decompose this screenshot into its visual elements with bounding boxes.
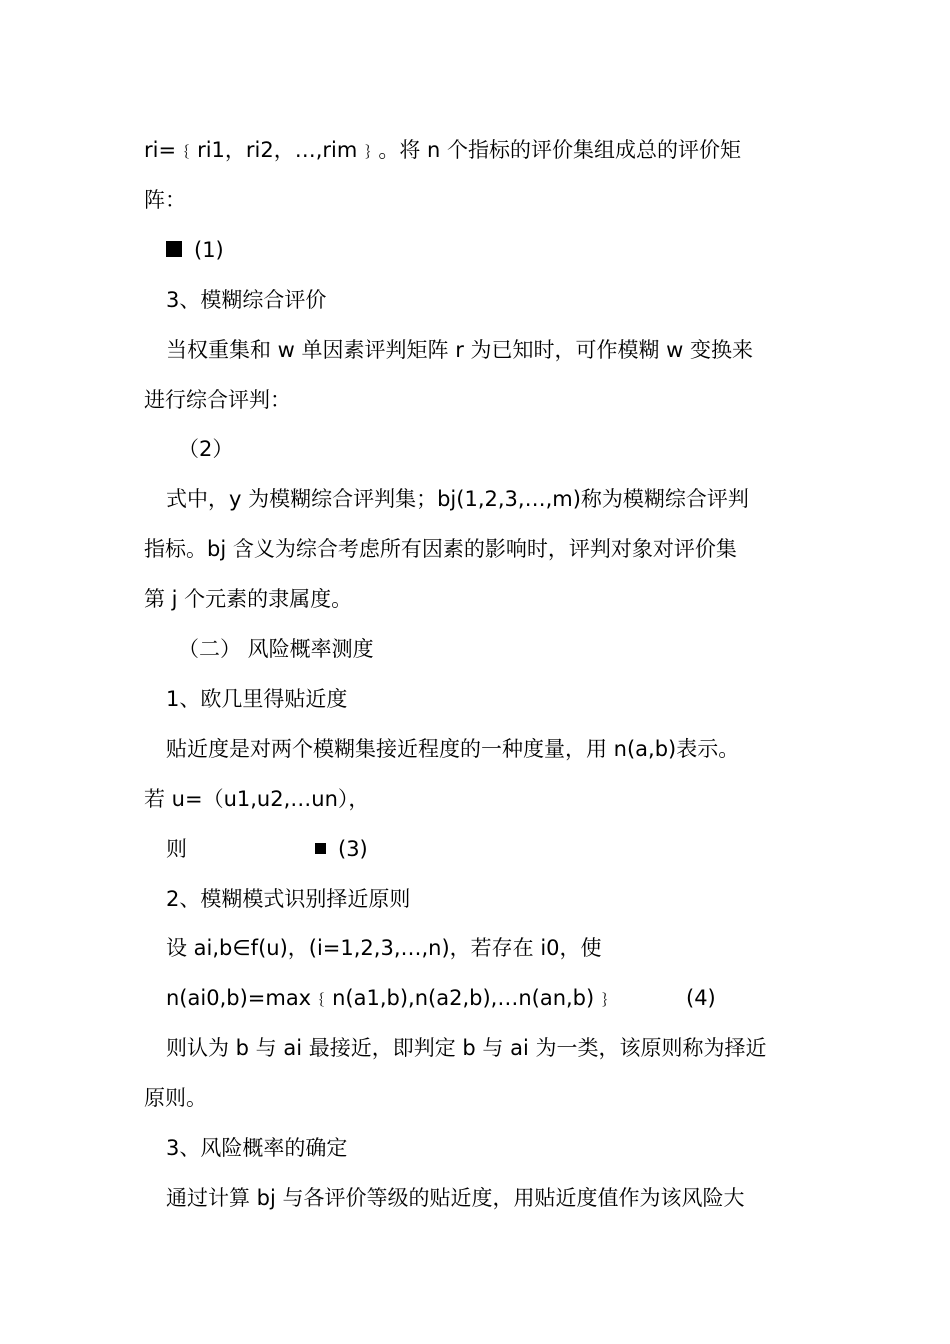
text-line-21: 则认为 b 与 ai 最接近，即判定 b 与 ai 为一类，该原则称为择近: [166, 1036, 767, 1060]
text-line-8: 式中，y 为模糊综合评判集；bj(1,2,3,…,m)称为模糊综合评判: [166, 487, 749, 511]
text-line-22: 原则。: [144, 1086, 207, 1110]
formula-line-1: [166, 235, 224, 265]
equation-number-4: (4): [686, 986, 716, 1010]
equation-number-3: (3): [338, 837, 368, 861]
section-heading-euclid: 1、欧几里得贴近度: [166, 687, 348, 711]
text-line-24: 通过计算 bj 与各评价等级的贴近度，用贴近度值作为该风险大: [166, 1186, 745, 1210]
section-heading-risk-determination: 3、风险概率的确定: [166, 1136, 348, 1160]
text-line-6: 进行综合评判：: [144, 388, 291, 412]
section-heading-fuzzy-evaluation: 3、模糊综合评价: [166, 288, 327, 312]
text-line-13: 贴近度是对两个模糊集接近程度的一种度量，用 n(a,b)表示。: [166, 737, 740, 761]
formula-max: n(ai0,b)=max﹛n(a1,b),n(a2,b),…n(an,b)﹜: [166, 986, 616, 1010]
formula-line-4: [166, 983, 615, 1013]
formula-placeholder-small-square-icon: [315, 843, 326, 854]
formula-placeholder-square-icon: [166, 241, 182, 257]
section-heading-pattern-recognition: 2、模糊模式识别择近原则: [166, 887, 411, 911]
text-line-10: 第 j 个元素的隶属度。: [144, 587, 353, 611]
section-heading-risk-probability: （二） 风险概率测度: [178, 637, 374, 661]
text-line-5: 当权重集和 w 单因素评判矩阵 r 为已知时，可作模糊 w 变换来: [166, 338, 754, 362]
text-line-9: 指标。bj 含义为综合考虑所有因素的影响时，评判对象对评价集: [144, 537, 737, 561]
text-ze: 则: [166, 837, 187, 861]
equation-number-1: (1): [194, 238, 224, 262]
formula-line-3: [166, 834, 368, 864]
text-line-2: 阵：: [144, 188, 186, 212]
equation-number-2: （2）: [178, 437, 234, 461]
text-line-18: 设 ai,b∈f(u)，(i=1,2,3,…,n)，若存在 i0，使: [166, 936, 602, 960]
text-line-1: ri=﹛ri1，ri2，…,rim﹜。将 n 个指标的评价集组成总的评价矩: [144, 138, 741, 162]
text-line-14: 若 u=（u1,u2,…un），: [144, 787, 370, 811]
